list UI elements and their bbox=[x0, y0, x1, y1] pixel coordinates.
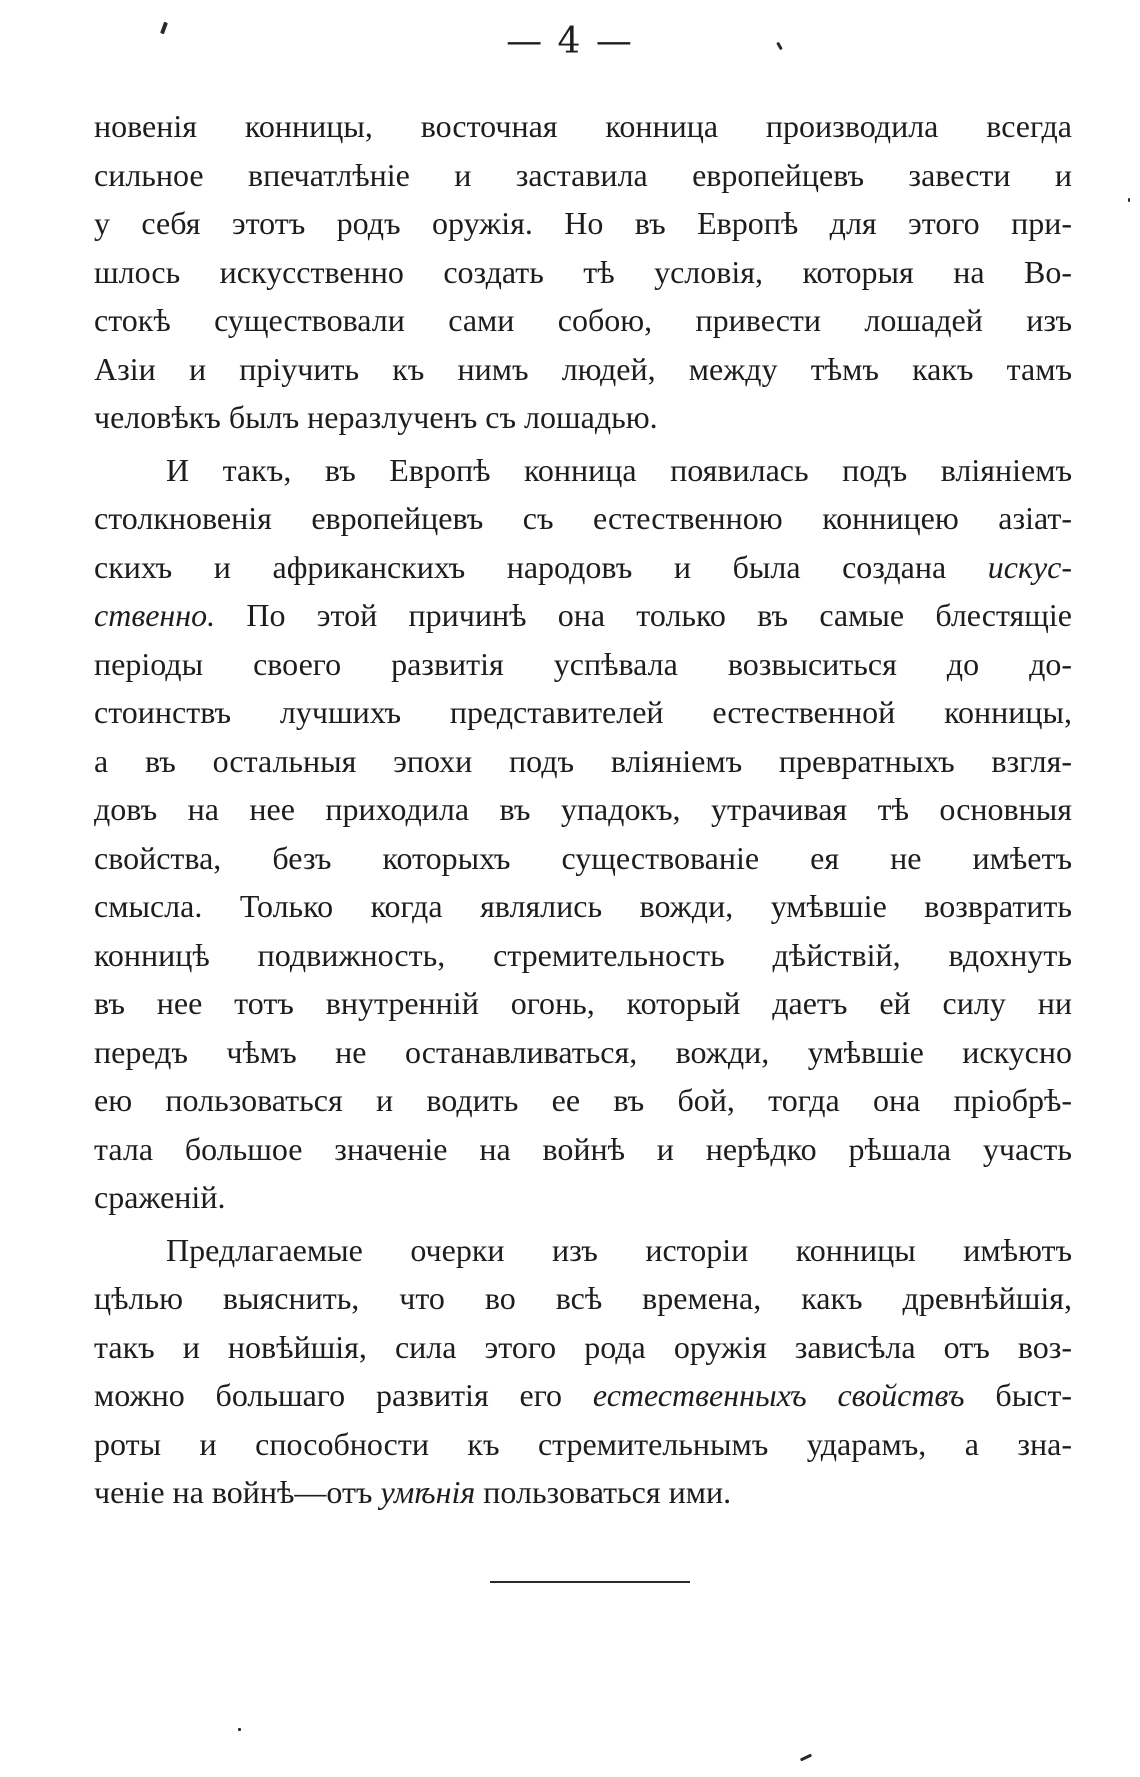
text-segment: быст- bbox=[995, 1377, 1073, 1413]
text-line: у себя этотъ родъ оружія. Но въ Европѣ для этого при- bbox=[94, 205, 1072, 241]
text-line: столкновенія европейцевъ съ естественною конницею азіат- bbox=[94, 500, 1072, 536]
text-line: новенія конницы, восточная конница производила всегда bbox=[94, 108, 1072, 144]
text-line: смысла. Только когда являлись вожди, умѣвшіе возвратить bbox=[94, 888, 1072, 924]
text-line: періоды своего развитія успѣвала возвыситься до до- bbox=[94, 645, 1072, 682]
text-line: передъ чѣмъ не останавливаться, вожди, умѣвшіе искусно bbox=[94, 1033, 1072, 1070]
text-line: Азіи и пріучить къ нимъ людей, между тѣмъ какъ тамъ bbox=[94, 350, 1072, 387]
text-segment: По этой причинѣ она только въ самые блестящіе bbox=[246, 597, 1073, 633]
text-line: такъ и новѣйшія, сила этого рода оружія зависѣла отъ воз- bbox=[94, 1328, 1072, 1365]
text-line bbox=[94, 591, 1072, 640]
text-line: конницѣ подвижность, стремительность дѣйствій, вдохнуть bbox=[94, 936, 1072, 973]
text-line: роты и способности къ стремительнымъ ударамъ, а зна- bbox=[94, 1425, 1072, 1462]
text-segment: пользоваться ими. bbox=[483, 1474, 732, 1510]
body-text bbox=[94, 102, 1072, 1521]
text-line: свойства, безъ которыхъ существованіе ея не имѣетъ bbox=[94, 839, 1072, 876]
text-segment: ченіе на войнѣ—отъ bbox=[94, 1474, 373, 1510]
emphasized-phrase: естественныхъ свойствъ bbox=[592, 1377, 965, 1413]
print-speck bbox=[1128, 198, 1130, 202]
text-line: цѣлью выяснить, что во всѣ времена, какъ древнѣйшія, bbox=[94, 1280, 1072, 1316]
emphasized-word: умѣнія bbox=[380, 1474, 476, 1510]
closing-rule bbox=[490, 1581, 690, 1583]
text-segment: можно большаго развитія его bbox=[94, 1377, 563, 1413]
text-line: Предлагаемые очерки изъ исторіи конницы имѣютъ bbox=[166, 1231, 1072, 1268]
text-line bbox=[94, 1468, 1072, 1517]
text-line: шлось искусственно создать тѣ условія, которыя на Во- bbox=[94, 253, 1072, 290]
text-segment: скихъ и африканскихъ народовъ и была создана bbox=[94, 548, 947, 585]
text-line: тала большое значеніе на войнѣ и нерѣдко рѣшала участь bbox=[94, 1130, 1072, 1167]
paragraph-3 bbox=[94, 1226, 1072, 1517]
text-line: И такъ, въ Европѣ конница появилась подъ вліяніемъ bbox=[166, 451, 1072, 488]
print-speck bbox=[238, 1728, 241, 1731]
text-line: а въ остальныя эпохи подъ вліяніемъ превратныхъ взгля- bbox=[94, 742, 1072, 779]
text-line: довъ на нее приходила въ упадокъ, утрачивая тѣ основныя bbox=[94, 791, 1072, 827]
text-line: стокѣ существовали сами собою, привести лошадей изъ bbox=[94, 302, 1072, 338]
text-line bbox=[94, 543, 1072, 592]
page-number: — 4 — bbox=[506, 21, 634, 62]
emphasized-word: искус- bbox=[987, 548, 1073, 585]
text-line: человѣкъ былъ неразлученъ съ лошадью. bbox=[94, 399, 658, 435]
text-line: ею пользоваться и водить ее въ бой, тогда она пріобрѣ- bbox=[94, 1082, 1072, 1118]
text-line: сильное впечатлѣніе и заставила европейцевъ завести и bbox=[94, 156, 1072, 193]
print-speck bbox=[800, 1754, 812, 1762]
text-line: сраженій. bbox=[94, 1179, 226, 1215]
text-line bbox=[94, 1371, 1072, 1420]
paragraph-1 bbox=[94, 102, 1072, 442]
paragraph-2 bbox=[94, 446, 1072, 1222]
emphasized-word: ственно. bbox=[94, 597, 216, 633]
text-line: въ нее тотъ внутренній огонь, который даетъ ей силу ни bbox=[94, 985, 1072, 1021]
text-line: стоинствъ лучшихъ представителей естественной конницы, bbox=[94, 694, 1072, 730]
